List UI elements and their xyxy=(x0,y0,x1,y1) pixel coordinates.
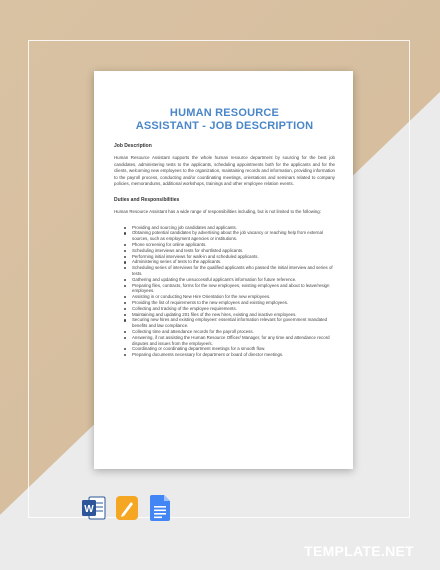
bullet-icon xyxy=(124,285,126,287)
title-line-1: HUMAN RESOURCE xyxy=(169,107,280,119)
duty-list-item xyxy=(124,283,335,295)
title-line-2: ASSISTANT - JOB DESCRIPTION xyxy=(135,120,314,132)
duty-list-item xyxy=(124,230,335,242)
duty-text: Assisting in or conducting New Hire Orientation for the new employees. xyxy=(132,294,271,300)
duties-intro-paragraph: Human Resource Assistant has a wide range of responsibilities including, but is not limited to the following: xyxy=(114,208,321,214)
bullet-icon xyxy=(124,244,126,246)
google-docs-icon[interactable] xyxy=(150,495,172,521)
job-description-paragraph: Human Resource Assistant supports the whole human resource department by sourcing for the best job candidates, administering tests to the applicants, scheduling appointments both for the applicants and for the clients, welcoming new employees to the organization, maintaining records and information, providing information to the payroll process, conducting and/or coordinating meetings, orientations and seminars related to company policies, memorandums, additional workshops, trainings and other employee relation events. xyxy=(114,155,335,187)
duty-text: Collecting time and attendance records for the payroll process. xyxy=(132,328,254,334)
bullet-icon xyxy=(124,331,126,333)
duty-text: Performing initial interviews for walk-in and scheduled applicants. xyxy=(132,253,259,259)
duty-text: Maintaining and updating 201 files of the new hires, existing and inactive employees. xyxy=(132,311,297,317)
bullet-icon xyxy=(124,261,126,263)
bullet-icon xyxy=(124,227,126,229)
template-net-watermark: TEMPLATE.NET xyxy=(304,543,414,559)
duty-list-item xyxy=(124,352,335,358)
duty-text: Collecting and tracking of the employee requirements. xyxy=(132,305,237,311)
bullet-icon xyxy=(124,314,126,316)
bullet-icon xyxy=(124,296,126,298)
duty-list-item xyxy=(124,335,335,347)
bullet-icon xyxy=(124,337,126,339)
duty-text: Providing and sourcing job candidates and applicants. xyxy=(132,224,237,230)
duty-text: Scheduling series of interviews for the qualified applicants who passed the initial interview and series of tests. xyxy=(132,265,333,276)
bullet-icon xyxy=(124,256,126,258)
document-title xyxy=(114,107,335,133)
word-icon-letter: W xyxy=(84,504,94,515)
duty-text: Phone screening for online applicants. xyxy=(132,241,207,247)
bullet-icon xyxy=(124,348,126,350)
bullet-icon xyxy=(124,319,126,321)
duty-text: Scheduling interviews and tests for shortlisted applicants. xyxy=(132,247,244,253)
duty-text: Securing new hires and existing employees' essential information relevant for government mandated benefits and law compliance. xyxy=(132,317,328,329)
bullet-icon xyxy=(124,308,126,310)
section-heading-duties: Duties and Responsibilities xyxy=(114,196,180,203)
bullet-icon xyxy=(124,267,126,269)
pages-icon[interactable] xyxy=(116,495,138,521)
duty-list-item xyxy=(124,265,335,277)
bullet-icon xyxy=(124,232,126,234)
duty-text: Preparing files, contracts, forms for the new employees, existing employees and about to leave/resign employees. xyxy=(132,282,330,294)
document-page xyxy=(94,71,353,469)
duty-text: Providing the list of requirements to the new employees and existing employees. xyxy=(132,299,289,305)
bullet-icon xyxy=(124,354,126,356)
duty-text: Obtaining potential candidates by advertising about the job vacancy or reaching help from external sources, such as employment agencies or institutions. xyxy=(132,230,323,242)
duty-text: Gathering and updating the unsuccessful applicant's information for future reference. xyxy=(132,276,297,282)
duty-text: Preparing documents necessary for department or board of director meetings. xyxy=(132,352,284,358)
section-heading-job-description: Job Description xyxy=(114,143,152,149)
duty-list-item xyxy=(124,317,335,329)
bullet-icon xyxy=(124,250,126,252)
duty-text: Coordinating or coordinating department meetings for a smooth flow. xyxy=(132,346,266,352)
bullet-icon xyxy=(124,279,126,281)
bullet-icon xyxy=(124,302,126,304)
duty-text: Administering series of tests to the applicants. xyxy=(132,259,222,265)
duties-list xyxy=(114,225,335,358)
word-icon[interactable] xyxy=(82,495,104,521)
duty-text: Answering, if not assisting the Human Resource Officer/ Manager, for any time and attendance record disputes and issues from the employee/s. xyxy=(132,334,330,346)
